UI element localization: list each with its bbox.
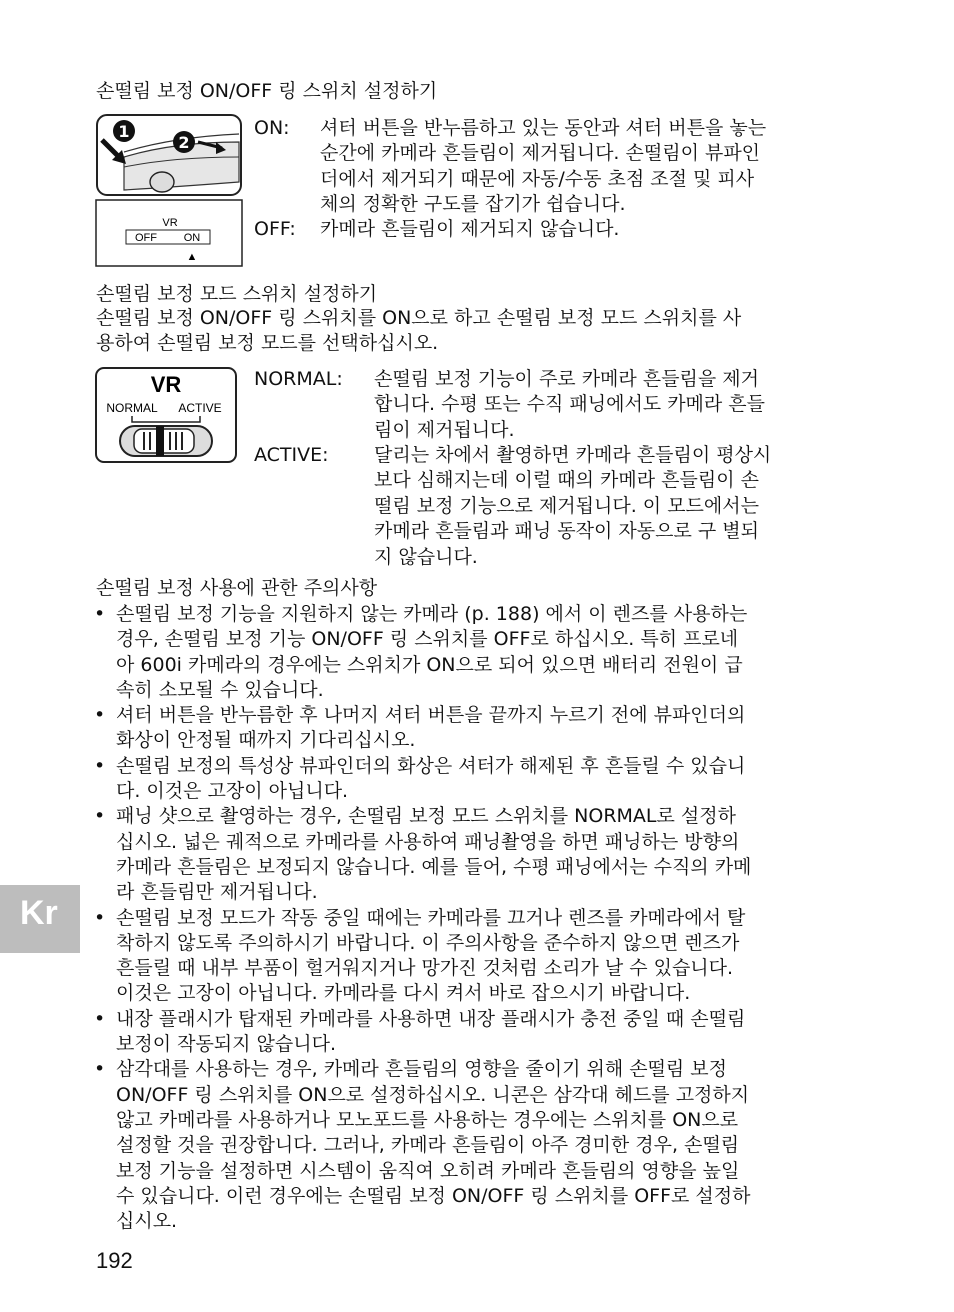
bullet-mark: • [94, 704, 106, 727]
precautions-list [94, 602, 874, 1234]
list-item [94, 906, 874, 1007]
list-line: 손떨림 보정 기능을 지원하지 않는 카메라 (p. 188) 에서 이 렌즈를 사용하는 [116, 603, 748, 625]
on-desc-line: 셔터 버튼을 반누름하고 있는 동안과 셔터 버튼을 놓는 [320, 117, 767, 139]
bullet-mark: • [94, 603, 106, 625]
list-line: 손떨림 보정의 특성상 뷰파인더의 화상은 셔터가 해제된 후 흔들릴 수 있습니 [116, 754, 746, 777]
list-line: 않고 카메라를 사용하거나 모노포드를 사용하는 경우에는 스위치를 ON으로 [116, 1108, 739, 1131]
list-line: 아 600i 카메라의 경우에는 스위치가 ON으로 되어 있으면 배터리 전원이 급 [116, 653, 743, 676]
language-tab [0, 885, 80, 953]
list-line: 삼각대를 사용하는 경우, 카메라 흔들림의 영향을 줄이기 위해 손떨림 보정 [116, 1058, 728, 1081]
bullet-mark: • [94, 754, 106, 777]
active-desc-line: 떨림 보정 기능으로 제거됩니다. 이 모드에서는 [374, 494, 759, 517]
bullet-mark: • [94, 1007, 106, 1030]
active-description [374, 443, 864, 570]
mode-normal-label: NORMAL [106, 401, 158, 415]
normal-desc-line: 합니다. 수평 또는 수직 패닝에서도 카메라 흔들 [374, 393, 766, 416]
list-line: 십시오. [116, 1210, 178, 1233]
bullet-mark: • [94, 805, 106, 828]
section-heading-precautions: 손떨림 보정 사용에 관한 주의사항 [96, 577, 378, 599]
vr-mode-switch-figure [94, 366, 240, 466]
on-description [320, 116, 860, 218]
list-item [94, 754, 874, 805]
list-line: 착하지 않도록 주의하시기 바랍니다. 이 주의사항을 준수하지 않으면 렌즈가 [116, 931, 740, 954]
list-line: 내장 플래시가 탑재된 카메라를 사용하면 내장 플래시가 충전 중일 때 손떨림 [116, 1007, 746, 1030]
list-item [94, 703, 874, 754]
bullet-mark: • [94, 1058, 106, 1081]
list-item [94, 1057, 874, 1234]
list-line: 십시오. 넓은 궤적으로 카메라를 사용하여 패닝촬영을 하면 패닝하는 방향의 [116, 830, 740, 853]
list-line: 라 흔들림만 제거됩니다. [116, 881, 318, 904]
list-line: 수 있습니다. 이런 경우에는 손떨림 보정 ON/OFF 링 스위치를 OFF로 설정하 [116, 1184, 751, 1207]
normal-desc-line: 림이 제거됩니다. [374, 418, 515, 441]
list-line: 설정할 것을 권장합니다. 그러나, 카메라 흔들림이 아주 경미한 경우, 손떨림 [116, 1134, 740, 1157]
list-line: ON/OFF 링 스위치를 ON으로 설정하십시오. 니콘은 삼각대 헤드를 고정하지 [116, 1083, 750, 1106]
list-line: 보정 기능을 설정하면 시스템이 움직여 오히려 카메라 흔들림의 영향을 높일 [116, 1159, 740, 1182]
off-description: 카메라 흔들림이 제거되지 않습니다. [320, 218, 620, 240]
list-line: 속히 소모될 수 있습니다. [116, 678, 324, 701]
step-1-number: 1 [118, 122, 130, 141]
mode-active-label: ACTIVE [178, 401, 222, 415]
list-line: 이것은 고장이 아닙니다. 카메라를 다시 켜서 바로 잡으시기 바랍니다. [116, 982, 691, 1005]
on-desc-line: 순간에 카메라 흔들림이 제거됩니다. 손떨림이 뷰파인 [320, 142, 761, 165]
list-item [94, 602, 874, 703]
active-desc-line: 달리는 차에서 촬영하면 카메라 흔들림이 평상시 [374, 444, 772, 466]
list-line: 보정이 작동되지 않습니다. [116, 1033, 337, 1056]
active-desc-line: 보다 심해지는데 이럴 때의 카메라 흔들림이 손 [374, 469, 759, 492]
list-line: 경우, 손떨림 보정 기능 ON/OFF 링 스위치를 OFF로 하십시오. 특히 프로네 [116, 628, 739, 651]
vr-mode-intro [96, 306, 876, 356]
list-line: 셔터 버튼을 반누름한 후 나머지 셔터 버튼을 끝까지 누르기 전에 뷰파인더의 [116, 704, 746, 727]
off-label: OFF: [254, 218, 296, 240]
list-line: 흔들릴 때 내부 부품이 헐거워지거나 망가진 것처럼 소리가 날 수 있습니다. [116, 957, 734, 980]
intro-line: 손떨림 보정 ON/OFF 링 스위치를 ON으로 하고 손떨림 보정 모드 스위치를 사 [96, 307, 742, 329]
step-2-number: 2 [178, 133, 190, 152]
intro-line: 용하여 손떨림 보정 모드를 선택하십시오. [96, 332, 439, 354]
section-heading-vr-mode: 손떨림 보정 모드 스위치 설정하기 [96, 283, 378, 305]
normal-description [374, 367, 864, 443]
language-tab-label: Kr [20, 894, 58, 932]
ring-on-label: ON [183, 232, 201, 244]
list-line: 손떨림 보정 모드가 작동 중일 때에는 카메라를 끄거나 렌즈를 카메라에서 탈 [116, 906, 746, 929]
active-label: ACTIVE: [254, 444, 329, 466]
active-desc-line: 지 않습니다. [374, 545, 478, 568]
vr-ring-label: VR [162, 217, 178, 229]
section-heading-vr-switch: 손떨림 보정 ON/OFF 링 스위치 설정하기 [96, 80, 438, 102]
list-item [94, 804, 874, 905]
on-label: ON: [254, 117, 290, 139]
page-number: 192 [96, 1248, 133, 1273]
normal-label: NORMAL: [254, 368, 343, 390]
list-line: 패닝 샷으로 촬영하는 경우, 손떨림 보정 모드 스위치를 NORMAL로 설정하 [116, 805, 736, 828]
list-line: 카메라 흔들림은 보정되지 않습니다. 예를 들어, 수평 패닝에서는 수직의 카메 [116, 855, 752, 878]
on-desc-line: 더에서 제거되기 때문에 자동/수동 초점 조절 및 피사 [320, 167, 755, 190]
on-desc-line: 체의 정확한 구도를 잡기가 쉽습니다. [320, 193, 626, 216]
vr-ring-switch-figure [94, 112, 244, 272]
list-line: 다. 이것은 고장이 아닙니다. [116, 780, 349, 803]
ring-index-arrow: ▲ [186, 251, 198, 263]
active-desc-line: 카메라 흔들림과 패닝 동작이 자동으로 구 별되 [374, 520, 759, 543]
mode-vr-label: VR [150, 372, 182, 397]
list-item [94, 1007, 874, 1058]
normal-desc-line: 손떨림 보정 기능이 주로 카메라 흔들림을 제거 [374, 368, 759, 390]
bullet-mark: • [94, 906, 106, 929]
ring-off-label: OFF [135, 232, 157, 244]
list-line: 화상이 안정될 때까지 기다리십시오. [116, 729, 416, 752]
